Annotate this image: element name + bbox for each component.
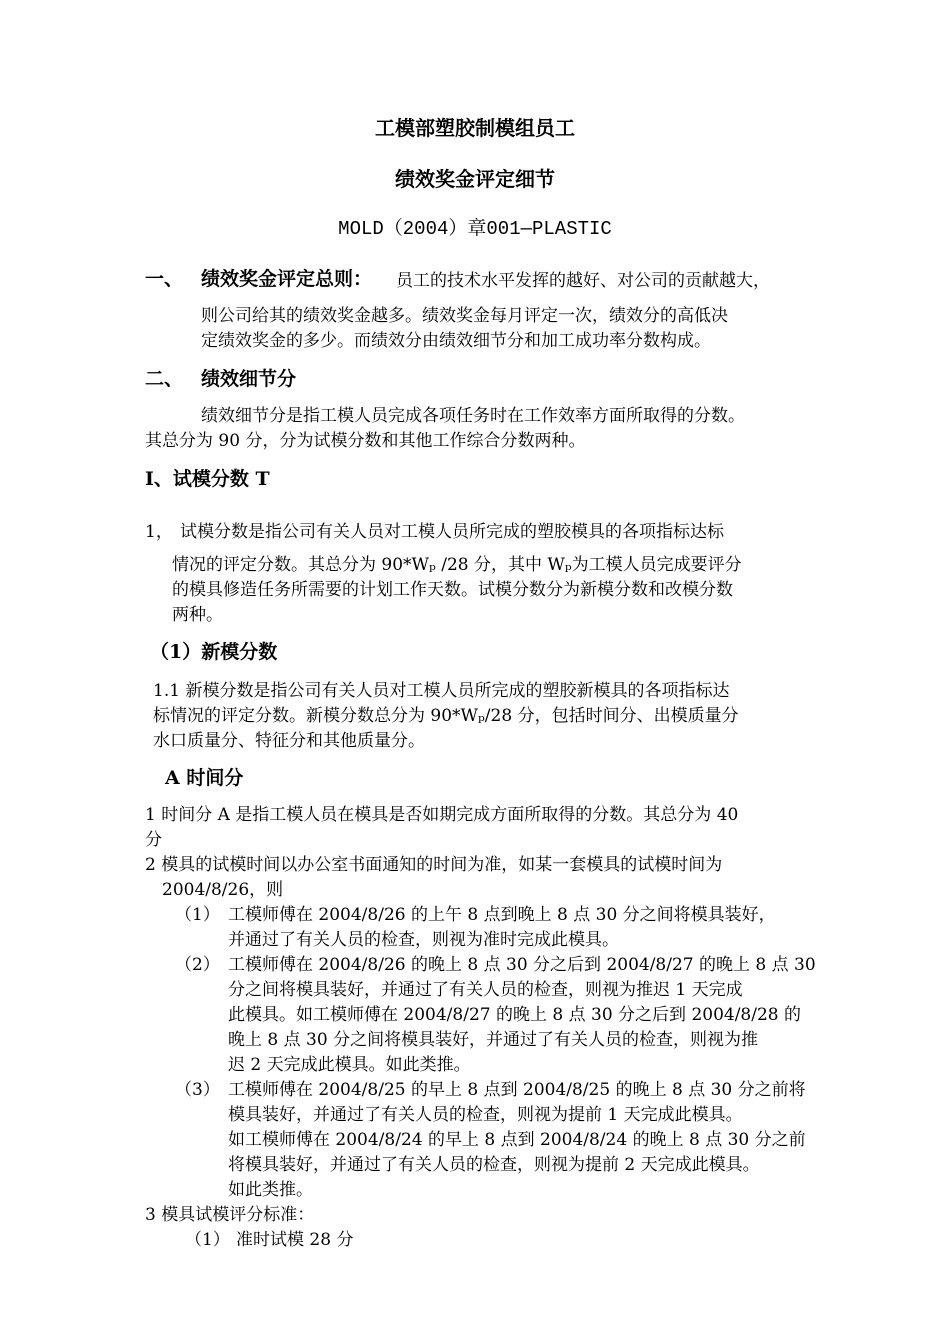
section-2-line-2: 其总分为 90 分，分为试模分数和其他工作综合分数两种。 [145,431,586,451]
time-p1-line-2: 分 [145,830,162,850]
time-sub2-line-1: 工模师傅在 2004/8/26 的晚上 8 点 30 分之后到 2004/8/27 的晚上 8 点 30 [228,955,816,975]
time-sub1-line-1: 工模师傅在 2004/8/26 的上午 8 点到晚上 8 点 30 分之间将模具装好， [228,905,776,925]
new-mold-line-1: 1.1 新模分数是指公司有关人员对工模人员所完成的塑胶新模具的各项指标达 [153,681,730,701]
section-1-number: 一、 [145,268,184,290]
item-1-number: 1， [145,522,173,542]
time-p1-line-1: 1 时间分 A 是指工模人员在模具是否如期完成方面所取得的分数。其总分为 40 [145,805,739,825]
section-1-line-2: 则公司给其的绩效奖金越多。绩效奖金每月评定一次，绩效分的高低决 [201,306,728,326]
title-line-1: 工模部塑胶制模组员工 [375,116,575,140]
section-2-heading: 绩效细节分 [201,368,297,390]
time-sub3-line-2: 模具装好，并通过了有关人员的检查，则视为提前 1 天完成此模具。 [228,1105,743,1125]
new-mold-line-2: 标情况的评定分数。新模分数总分为 90*Wₚ/28 分，包括时间分、出模质量分 [153,706,739,726]
item-1-line-1: 试模分数是指公司有关人员对工模人员所完成的塑胶模具的各项指标达标 [180,522,724,542]
time-p2-line-1: 2 模具的试模时间以办公室书面通知的时间为准，如某一套模具的试模时间为 [145,855,723,875]
time-sub3-number: （3） [175,1080,220,1100]
time-p3-line-1: 3 模具试模评分标准： [145,1205,315,1225]
item-1-line-3: 的模具修造任务所需要的计划工作天数。试模分数分为新模分数和改模分数 [172,580,733,600]
section-1-line-3: 定绩效奖金的多少。而绩效分由绩效细节分和加工成功率分数构成。 [201,331,711,351]
new-mold-heading: （1）新模分数 [150,641,278,663]
section-1-line-1: 员工的技术水平发挥的越好、对公司的贡献越大， [396,271,770,291]
section-2-number: 二、 [145,368,184,390]
time-score-heading: A 时间分 [165,767,244,789]
time-sub1-number: （1） [175,905,220,925]
time-sub3-line-5: 如此类推。 [228,1180,313,1200]
time-sub2-line-3: 此模具。如工模师傅在 2004/8/27 的晚上 8 点 30 分之后到 2004/8/28 的 [228,1005,802,1025]
time-sub1-line-2: 并通过了有关人员的检查，则视为准时完成此模具。 [228,930,619,950]
time-sub2-number: （2） [175,955,220,975]
time-sub2-line-5: 迟 2 天完成此模具。如此类推。 [228,1055,471,1075]
time-p3-sub1-number: （1） [185,1230,230,1250]
section-1-heading: 绩效奖金评定总则： [201,268,373,290]
document-code: MOLD（2004）章001—PLASTIC [338,218,612,240]
new-mold-line-3: 水口质量分、特征分和其他质量分。 [153,731,425,751]
time-sub3-line-4: 将模具装好，并通过了有关人员的检查，则视为提前 2 天完成此模具。 [228,1155,760,1175]
time-p2-line-2: 2004/8/26，则 [162,880,284,900]
time-sub2-line-4: 晚上 8 点 30 分之间将模具装好，并通过了有关人员的检查，则视为推 [228,1030,759,1050]
title-line-2: 绩效奖金评定细节 [395,167,555,191]
section-2-line-1: 绩效细节分是指工模人员完成各项任务时在工作效率方面所取得的分数。 [201,406,745,426]
time-sub3-line-1: 工模师傅在 2004/8/25 的早上 8 点到 2004/8/25 的晚上 8 点 30 分之前将 [228,1080,806,1100]
item-1-line-4: 两种。 [172,605,223,625]
item-1-line-2: 情况的评定分数。其总分为 90*Wₚ /28 分，其中 Wₚ为工模人员完成要评分 [172,555,742,575]
time-sub3-line-3: 如工模师傅在 2004/8/24 的早上 8 点到 2004/8/24 的晚上 8 点 30 分之前 [228,1130,806,1150]
time-p3-sub1-text: 准时试模 28 分 [236,1230,354,1250]
section-i-heading: I、试模分数 T [145,468,270,490]
time-sub2-line-2: 分之间将模具装好，并通过了有关人员的检查，则视为推迟 1 天完成 [228,980,743,1000]
